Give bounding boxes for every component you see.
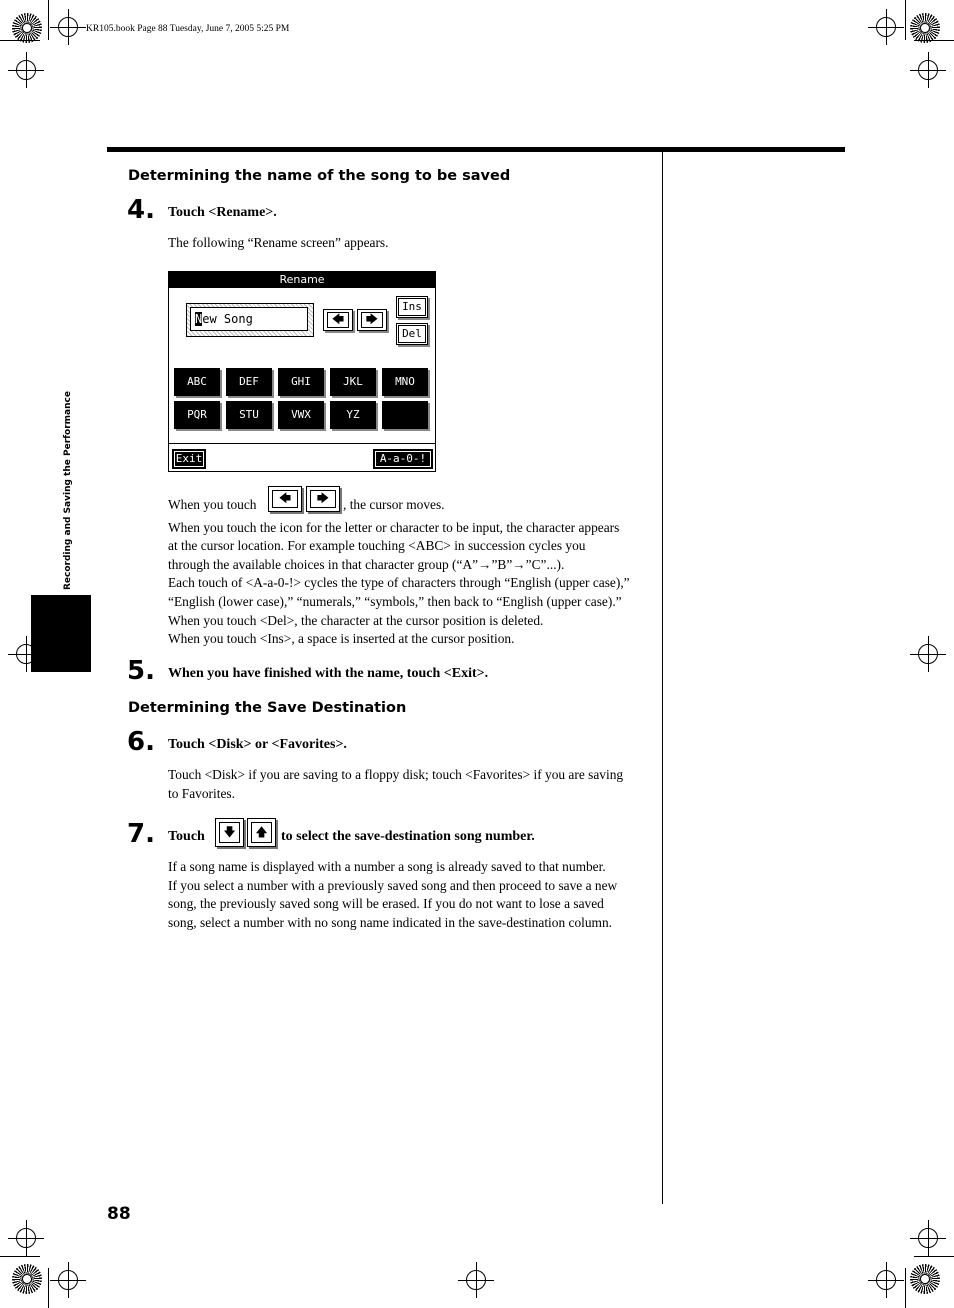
side-label-container bbox=[63, 380, 77, 590]
cursor-left-button[interactable] bbox=[323, 309, 353, 331]
paragraph-line: When you touch the icon for the letter or character to be input, the character appears bbox=[168, 520, 620, 535]
crosshair-mark bbox=[876, 1270, 896, 1290]
file-info-header: KR105.book Page 88 Tuesday, June 7, 2005 5:25 PM bbox=[86, 24, 290, 34]
paragraph-line: through the available choices in that character group (“A”→”B”→”C”...). bbox=[168, 557, 565, 572]
registration-sunburst-top-left bbox=[12, 13, 42, 43]
paragraph-line: “English (lower case),” “numerals,” “symbols,” then back to “English (upper case).” bbox=[168, 594, 622, 609]
step-4-body: The following “Rename screen” appears. bbox=[168, 235, 389, 250]
cursor-right-button[interactable] bbox=[357, 309, 387, 331]
crop-line bbox=[48, 0, 49, 40]
section-title-save-destination: Determining the Save Destination bbox=[128, 700, 407, 716]
key-def[interactable]: DEF bbox=[226, 368, 272, 396]
crop-line bbox=[0, 1256, 40, 1257]
name-cursor: N bbox=[195, 312, 203, 326]
key-mno[interactable]: MNO bbox=[382, 368, 428, 396]
right-arrow-icon: 🡆 bbox=[310, 490, 336, 508]
step-5-text: When you have finished with the name, touch <Exit>. bbox=[168, 666, 489, 681]
paragraph-line: at the cursor location. For example touching <ABC> in succession cycles you bbox=[168, 538, 586, 553]
key-vwx[interactable]: VWX bbox=[278, 401, 324, 429]
crop-line bbox=[914, 40, 954, 41]
crosshair-mark bbox=[58, 17, 78, 37]
right-arrow-icon: 🡆 bbox=[361, 312, 383, 328]
crosshair-mark bbox=[918, 60, 938, 80]
step-number-7: 7. bbox=[127, 819, 155, 849]
paragraph-line: Each touch of <A-a-0-!> cycles the type of characters through “English (upper case),” bbox=[168, 575, 630, 590]
step-7-body-line: song, select a number with no song name indicated in the save-destination column. bbox=[168, 915, 613, 930]
registration-sunburst-bottom-left bbox=[12, 1264, 42, 1294]
step-number-6: 6. bbox=[127, 727, 155, 757]
rename-screen bbox=[168, 271, 436, 472]
registration-sunburst-bottom-right bbox=[910, 1264, 940, 1294]
ins-button[interactable]: Ins bbox=[396, 296, 428, 318]
key-abc[interactable]: ABC bbox=[174, 368, 220, 396]
inline-left-arrow-button bbox=[268, 486, 302, 512]
step-6-body: Touch <Disk> if you are saving to a floppy disk; touch <Favorites> if you are saving bbox=[168, 767, 624, 782]
chapter-tab bbox=[31, 595, 91, 672]
left-arrow-icon: 🡄 bbox=[272, 490, 298, 508]
registration-sunburst-top-right bbox=[910, 13, 940, 43]
step-number-5: 5. bbox=[127, 656, 155, 686]
step-4-text: Touch <Rename>. bbox=[168, 205, 277, 220]
inline-down-arrow-button bbox=[215, 818, 244, 847]
left-arrow-icon: 🡄 bbox=[327, 312, 349, 328]
song-name-text: ew Song bbox=[202, 312, 253, 326]
step-7-text-before: Touch bbox=[168, 829, 205, 844]
step-7-body-line: song, the previously saved song will be erased. If you do not want to lose a saved bbox=[168, 896, 604, 911]
exit-button[interactable]: Exit bbox=[172, 449, 206, 469]
crop-line bbox=[905, 0, 906, 40]
key-yz[interactable]: YZ bbox=[330, 401, 376, 429]
crop-line bbox=[914, 1256, 954, 1257]
crop-line bbox=[0, 40, 40, 41]
column-divider bbox=[662, 152, 663, 1204]
step-6-body: to Favorites. bbox=[168, 786, 235, 801]
inline-up-arrow-button bbox=[247, 818, 276, 847]
key-jkl[interactable]: JKL bbox=[330, 368, 376, 396]
crosshair-mark bbox=[16, 1228, 36, 1248]
crosshair-mark bbox=[58, 1270, 78, 1290]
paragraph-line: When you touch <Del>, the character at the cursor position is deleted. bbox=[168, 613, 544, 628]
page-number: 88 bbox=[107, 1204, 131, 1224]
key-ghi[interactable]: GHI bbox=[278, 368, 324, 396]
up-arrow-icon: 🡅 bbox=[251, 822, 272, 843]
down-arrow-icon: 🡇 bbox=[219, 822, 240, 843]
crosshair-mark bbox=[466, 1270, 486, 1290]
top-rule bbox=[107, 147, 845, 152]
cursor-text-after: , the cursor moves. bbox=[343, 497, 445, 512]
inline-right-arrow-button bbox=[306, 486, 340, 512]
step-7-body-line: If a song name is displayed with a number a song is already saved to that number. bbox=[168, 859, 606, 874]
crop-line bbox=[905, 1268, 906, 1308]
crop-line bbox=[48, 1268, 49, 1308]
crosshair-mark bbox=[16, 60, 36, 80]
key-stu[interactable]: STU bbox=[226, 401, 272, 429]
key-blank[interactable] bbox=[382, 401, 428, 429]
step-6-text: Touch <Disk> or <Favorites>. bbox=[168, 737, 347, 752]
song-name-display bbox=[190, 307, 308, 331]
paragraph-line: When you touch <Ins>, a space is inserted at the cursor position. bbox=[168, 631, 515, 646]
del-button[interactable]: Del bbox=[396, 323, 428, 345]
key-pqr[interactable]: PQR bbox=[174, 401, 220, 429]
crosshair-mark bbox=[918, 1228, 938, 1248]
step-7-text-after: to select the save-destination song number. bbox=[281, 829, 535, 844]
rename-screen-title: Rename bbox=[169, 272, 435, 288]
lcd-separator bbox=[169, 443, 435, 444]
char-type-button[interactable]: A-a-0-! bbox=[373, 449, 433, 469]
crosshair-mark bbox=[876, 17, 896, 37]
cursor-text-before: When you touch bbox=[168, 497, 257, 512]
crosshair-mark bbox=[918, 644, 938, 664]
side-label: Recording and Saving the Performance bbox=[63, 391, 73, 590]
section-title-rename: Determining the name of the song to be saved bbox=[128, 168, 511, 184]
step-7-body-line: If you select a number with a previously saved song and then proceed to save a new bbox=[168, 878, 618, 893]
song-name-field[interactable] bbox=[186, 303, 314, 337]
step-number-4: 4. bbox=[127, 195, 155, 225]
